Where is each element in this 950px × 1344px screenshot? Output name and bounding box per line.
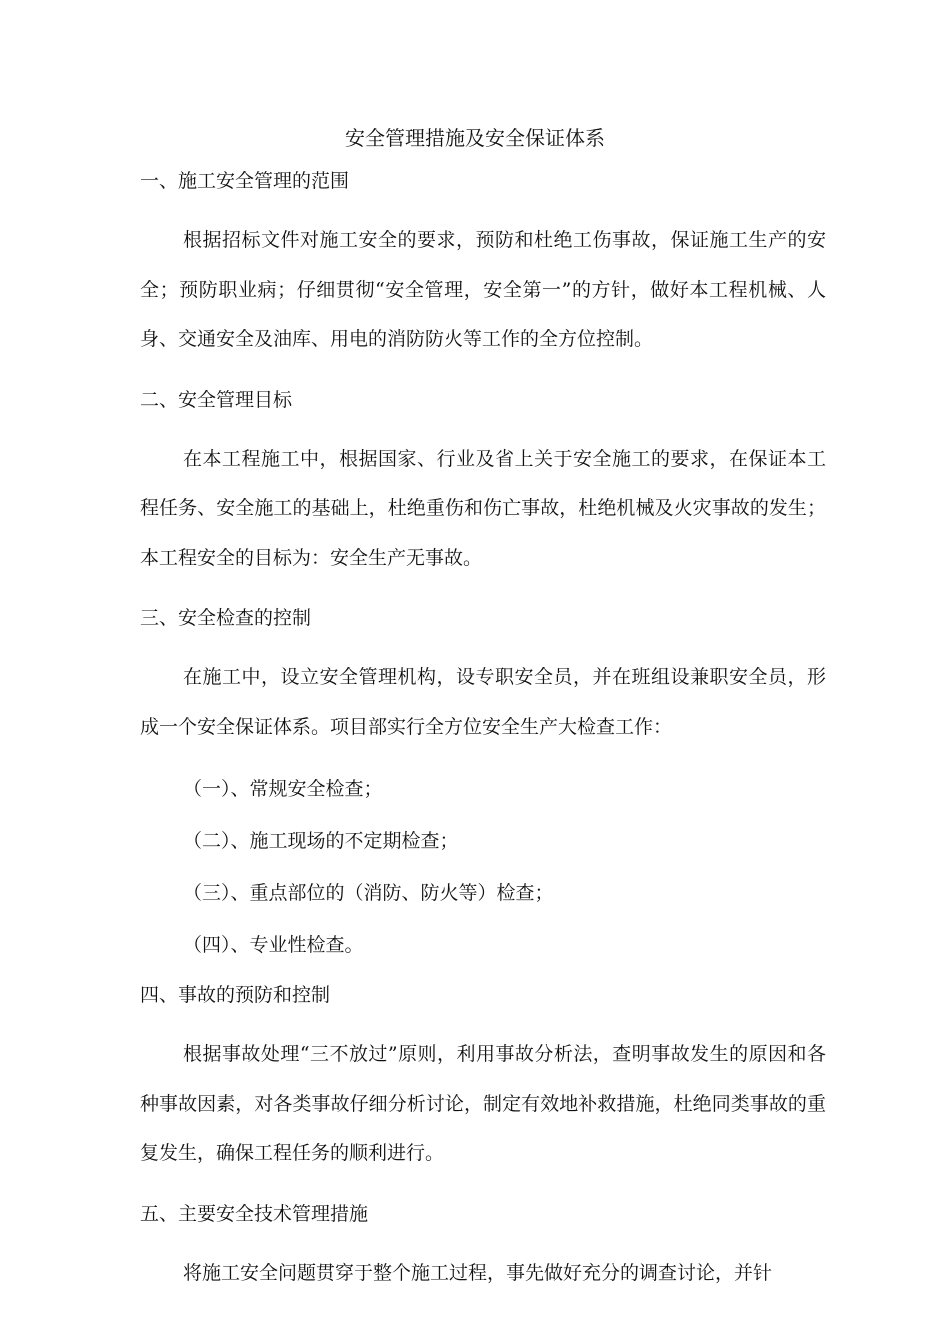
section-heading: 一、施工安全管理的范围 bbox=[140, 170, 350, 192]
section-heading: 二、安全管理目标 bbox=[140, 388, 293, 411]
section-paragraph: 在施工中，设立安全管理机构，设专职安全员，并在班组设兼职安全员，形成一个安全保证体系。项目部实行全方位安全生产大检查工作： bbox=[140, 666, 826, 738]
list-item: （一）、常规安全检查； bbox=[183, 778, 383, 800]
list-item: （四）、专业性检查。 bbox=[183, 934, 364, 956]
section-heading: 三、安全检查的控制 bbox=[140, 607, 312, 629]
list-item: （二）、施工现场的不定期检查； bbox=[183, 830, 459, 852]
list-item: （三）、重点部位的（消防、防火等）检查； bbox=[183, 882, 554, 904]
section-heading: 四、事故的预防和控制 bbox=[140, 984, 331, 1006]
section-paragraph: 将施工安全问题贯穿于整个施工过程，事先做好充分的调查讨论，并针 bbox=[183, 1261, 773, 1284]
document-title: 安全管理措施及安全保证体系 bbox=[345, 126, 605, 150]
section-paragraph: 根据事故处理“三不放过”原则，利用事故分析法，查明事故发生的原因和各种事故因素，对各类事故仔细分析讨论，制定有效地补救措施，杜绝同类事故的重复发生，确保工程任务的顺利进行。 bbox=[140, 1043, 826, 1164]
section-paragraph: 在本工程施工中，根据国家、行业及省上关于安全施工的要求，在保证本工程任务、安全施工的基础上，杜绝重伤和伤亡事故，杜绝机械及火灾事故的发生；本工程安全的目标为：安全生产无事故。 bbox=[140, 447, 826, 569]
section-heading: 五、主要安全技术管理措施 bbox=[140, 1202, 369, 1225]
section-paragraph: 根据招标文件对施工安全的要求，预防和杜绝工伤事故，保证施工生产的安全；预防职业病；仔细贯彻“安全管理，安全第一”的方针，做好本工程机械、人身、交通安全及油库、用电的消防防火等工作的全方位控制。 bbox=[140, 229, 826, 350]
document-body bbox=[140, 166, 826, 1298]
